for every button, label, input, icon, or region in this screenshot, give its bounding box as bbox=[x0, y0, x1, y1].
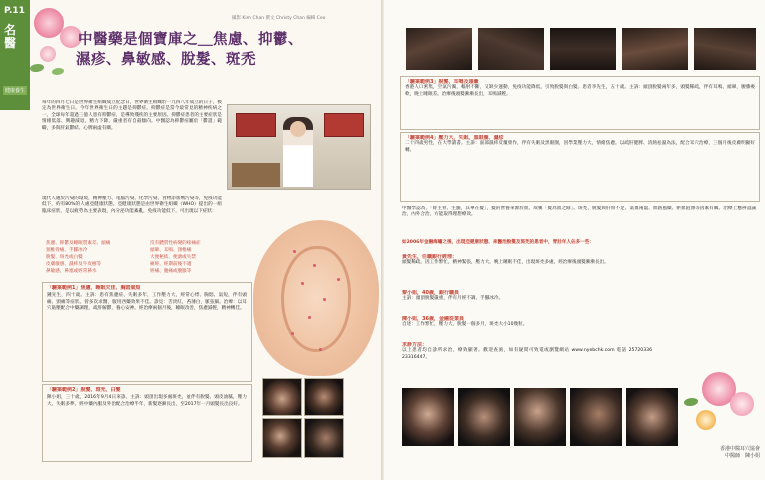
wall-plaque bbox=[236, 113, 276, 137]
case-4-content bbox=[405, 135, 755, 199]
case-5 bbox=[402, 254, 642, 284]
case-6-text: 主訴：頭頂脫髮嚴重，伴有月經不調、手腳冰冷。 bbox=[402, 296, 504, 302]
symptom-item: 鼻敏感、鼻塞或經常鼻水 bbox=[46, 269, 97, 274]
promo-heading: 如2006年金融海嘯之後，出現亞健康狀態、來醫治脫髮及斑禿的患者中，青壯年人佔多一些： bbox=[402, 240, 594, 245]
doctor-face bbox=[290, 121, 306, 137]
case-6-heading: 黎小姐，40歲，銀行職員 bbox=[402, 290, 459, 296]
case-1-text: 鍾先生，四十歲。主訴：患有焦慮症、失眠多年，工作壓力大，經常心悸、胸悶、氣短，伴有頭痛、頸痛等症狀。曾多次求醫，服用西藥效果不佳。診見：舌淡紅，苔薄白，脈弦細。治療：以耳穴貼壓配合中藥調理，疏肝解鬱，養心安神。經治療兩個月後，睡眠改善，焦慮減輕，精神轉佳。 bbox=[47, 293, 247, 312]
page-number: P.11 bbox=[4, 6, 25, 16]
scalp-photo bbox=[626, 388, 678, 446]
case-4-text: 二十四歲男性，在大學讀書。主訴：面部濕疹反覆發作，伴有失眠及黑眼圈，因學業壓力大，情緒焦慮。以疏肝健脾、清熱祛濕為法，配合耳穴治療，三個月後皮膚明顯好轉。 bbox=[405, 141, 755, 153]
case-1-box bbox=[42, 282, 252, 382]
acupoint-dot bbox=[308, 316, 311, 319]
scalp-photo bbox=[304, 378, 344, 416]
acupoint-dot bbox=[291, 332, 294, 335]
scalp-photo bbox=[458, 388, 510, 446]
acupoint-dot bbox=[337, 278, 340, 281]
case-2-heading: 「驗案範例2」脫髮、斑禿、白髮 bbox=[47, 387, 121, 393]
article-credits: 攝影 Kim Chan 撰文 Christy Chan 編輯 Ceo bbox=[232, 16, 326, 21]
closing-section bbox=[402, 342, 652, 382]
hair-photo bbox=[478, 28, 544, 70]
hair-photo bbox=[406, 28, 472, 70]
case-3-heading: 「驗案範例3」脫髮、耳鳴及頭暈 bbox=[405, 79, 479, 85]
scalp-photo bbox=[514, 388, 566, 446]
case-5-text: 頭髮稀疏，因工作繁忙，精神緊張，壓力大，晚上睡眠不佳，出現斑禿多處，經治療後頭髮漸漸長出。 bbox=[402, 260, 609, 266]
leaf-decoration bbox=[30, 64, 44, 72]
scalp-photo bbox=[304, 418, 344, 458]
clinic-photo bbox=[227, 104, 371, 190]
case-7-text: 自述：工作繁忙，壓力大，脫髮一個多月，斑禿大小10幾粒。 bbox=[402, 322, 528, 328]
closing-text: 以上患者均自診所求治，療效顯著。歡迎查詢，如有疑問可致電或瀏覽網站 www.nyebchk.com 電話 25720336 23316447。 bbox=[402, 348, 652, 360]
case-5-heading: 黃先生，任職銀行經理： bbox=[402, 254, 458, 260]
case-6 bbox=[402, 290, 642, 310]
case-1-heading: 「驗案範例1」焦慮、睡眠欠佳、胸悶氣短 bbox=[47, 285, 141, 291]
ear-acupoint-diagram bbox=[253, 220, 379, 376]
flower-decoration bbox=[730, 392, 754, 416]
hair-photo bbox=[694, 28, 756, 70]
case-4-box bbox=[400, 132, 760, 202]
case-3-text: 香港人口密集，空氣污濁，輻射不斷，又缺少運動，免疫功能降低，引致脫髮與白髮。患者李先生，五十歲。主訴：頭頂脫髮兩年多，頭髮稀疏，伴有耳鳴、頭暈，腰膝痠軟，晚上睡眠差。治療後頭髮漸漸長出，耳鳴減輕。 bbox=[405, 85, 755, 97]
article-title bbox=[78, 30, 374, 98]
case-3-content bbox=[405, 79, 755, 127]
case-1-content bbox=[47, 285, 247, 377]
scalp-photo bbox=[570, 388, 622, 446]
wall-plaque bbox=[324, 113, 364, 137]
symptom-list-col-2 bbox=[150, 240, 245, 275]
desk bbox=[232, 163, 280, 187]
acupoint-dot bbox=[313, 264, 316, 267]
acupoint-dot bbox=[323, 298, 326, 301]
title-line-2: 濕疹、鼻敏感、脫髮、斑禿 bbox=[76, 51, 256, 68]
symptom-list-col-1 bbox=[46, 240, 136, 275]
scalp-photo bbox=[262, 378, 302, 416]
leaf-decoration bbox=[684, 398, 698, 406]
acupoint-dot bbox=[301, 282, 304, 285]
symptom-item: 大便秘結、便溏或失禁 bbox=[150, 255, 196, 260]
symptom-item: 痛經、經期前後不適 bbox=[150, 262, 192, 267]
symptom-item: 經痛、腹痛或腹脹等 bbox=[150, 269, 192, 274]
acupoint-dot bbox=[319, 348, 322, 351]
case-2-box bbox=[42, 384, 252, 462]
title-line-1: 中醫藥是個寶庫之＿焦慮、抑鬱、 bbox=[78, 31, 303, 48]
symptom-item: 頭暈、耳鳴、頸椎痛 bbox=[150, 248, 192, 253]
section-strip bbox=[0, 0, 30, 110]
hair-photo bbox=[550, 28, 616, 70]
closing-heading: 求診方法： bbox=[402, 342, 428, 348]
symptom-item: 焦慮、抑鬱及睡眠質素差、頭痛 bbox=[46, 241, 111, 246]
intro-paragraph: 每年的四月七日是世界衛生組織成立紀念日，世界衛生組織於一九四八年成立的日子，被定為世界衛生日。今年世界衛生日的主題是抑鬱症。抑鬱症是當今最常見的精神疾病之一，全球每年超過三億人患有抑鬱症，是導致殘疾的主要原因。抑鬱症患者的主要症狀是情緒低落、興趣減退、精力下降，嚴重者有自殺傾向。中醫認為抑鬱症屬於「鬱證」範疇，多與肝氣鬱結、心脾兩虛有關。 bbox=[42, 100, 222, 131]
section-subtitle: 健康養生 bbox=[4, 88, 25, 94]
case-3-box bbox=[400, 76, 760, 130]
tcm-hair-paragraph: 中醫學認為，「腎主骨、生髓，其華在髮」，髮的營養來源於血，故稱「髮為血之餘」。斑禿、脫髮與肝腎不足、氣血兩虛、血熱風燥、瘀血阻滯等因素有關。治療上應辨證論治，內外合治，方能取得理想療效。 bbox=[402, 206, 756, 218]
right-page bbox=[384, 0, 765, 480]
signature-block: 香港中醫耳穴協會 中醫師 陳小姐 bbox=[719, 446, 760, 459]
symptom-item: 沒有體質性病變的疼痛症 bbox=[150, 241, 201, 246]
flower-decoration bbox=[40, 46, 56, 62]
case-7 bbox=[402, 316, 642, 336]
scalp-photo bbox=[402, 388, 454, 446]
leaf-decoration bbox=[52, 68, 64, 75]
symptom-item: 皮膚敏感、濕疹及牛皮癬等 bbox=[46, 262, 102, 267]
hair-photo bbox=[622, 28, 688, 70]
acupoint-dot bbox=[293, 250, 296, 253]
case-2-text: 陳小姐，三十歲，2016年9月4日來診。主訴：頭頂出現多處斑禿，並伴有脫髮、頭皮油膩，壓力大、失眠多夢。經中藥內服及外治配合治療半年，新髮逐漸長出，至2017年一月頭髮長出良好。 bbox=[47, 395, 247, 407]
left-page bbox=[0, 0, 381, 480]
symptom-item: 脫髮、斑禿或白髮 bbox=[46, 255, 83, 260]
scalp-photo bbox=[262, 418, 302, 458]
section-tag: 名醫 bbox=[4, 23, 17, 50]
flower-decoration bbox=[696, 410, 716, 430]
case-7-heading: 陳小姐，36歲，金融從業員 bbox=[402, 316, 464, 322]
case-2-content bbox=[47, 387, 247, 457]
sub-health-paragraph: 現代人處於污染的環境，精神壓力、電腦污染、化學污染、食物添加劑污染等，免疫功能低下，約有80%的人處亞健康狀態。亞健康狀態是由世界衛生組織（WHO）提出的一組臨床症狀，是以疲勞為主要表現，內分泌功能紊亂，免疫功能低下，可出現以下症狀： bbox=[42, 196, 222, 214]
case-4-heading: 「驗案範例4」壓力大、失眠、黑眼圈、濕疹 bbox=[405, 135, 504, 141]
ear-helix bbox=[281, 246, 351, 352]
symptom-item: 頸椎骨痛、手腳冰冷 bbox=[46, 248, 88, 253]
